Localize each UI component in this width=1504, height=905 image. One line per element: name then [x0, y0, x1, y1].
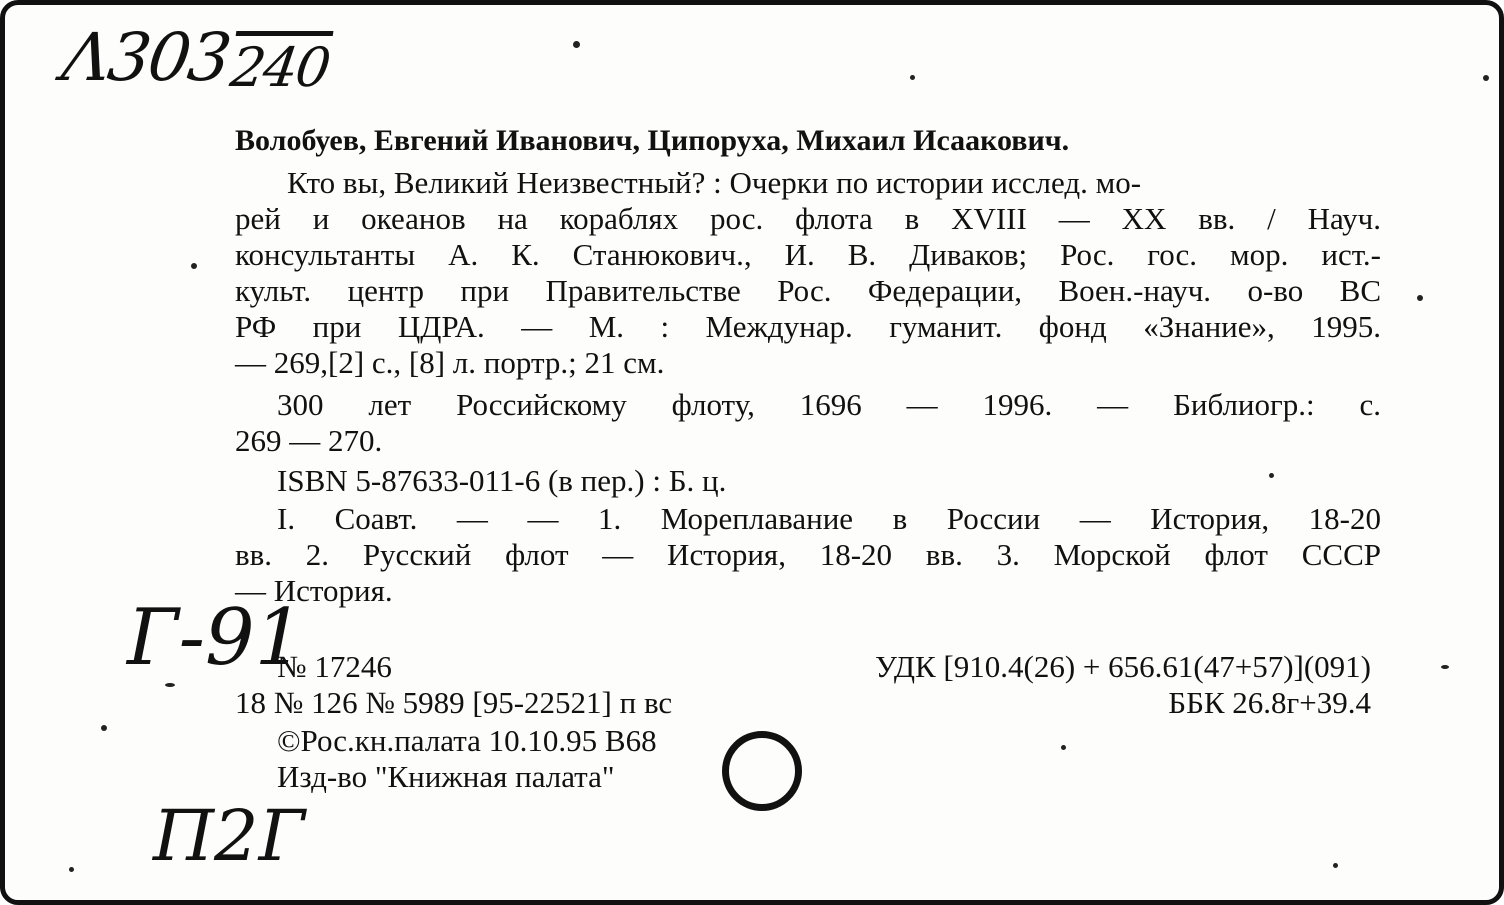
speck [101, 725, 107, 731]
speck [1269, 473, 1274, 478]
speck [910, 75, 915, 80]
title-line-2: рей и океанов на кораблях рос. флота в XVIII — XX вв. / Науч. [235, 201, 1381, 236]
registration-line: 18 № 126 № 5989 [95-22521] п вс [235, 685, 673, 720]
speck [573, 41, 580, 48]
speck [1061, 745, 1066, 750]
circle-stamp-mark [722, 731, 802, 811]
publisher-line: Изд-во "Книжная палата" [277, 759, 615, 794]
title-line-5: РФ при ЦДРА. — М. : Междунар. гуманит. фонд «Знание», 1995. [235, 309, 1381, 344]
handwritten-note-g91: Г-91 [127, 593, 305, 683]
handwritten-shelf-number: Λ303240 [57, 19, 333, 99]
subject-line-2: вв. 2. Русский флот — История, 18-20 вв. 3. Морской флот СССР [235, 537, 1381, 572]
speck [1441, 665, 1449, 669]
subject-line-1: I. Соавт. — — 1. Мореплавание в России — История, 18-20 [277, 501, 1381, 536]
speck [1333, 863, 1338, 868]
bbk-code: ББК 26.8г+39.4 [1168, 685, 1371, 720]
title-line-4: культ. центр при Правительстве Рос. Федерации, Воен.-науч. о-во ВС [235, 273, 1381, 308]
speck [1483, 75, 1489, 81]
udk-code: УДК [910.4(26) + 656.61(47+57)](091) [875, 649, 1371, 684]
speck [165, 683, 175, 687]
subject-line-3: — История. [235, 573, 393, 608]
isbn: ISBN 5-87633-011-6 (в пер.) : Б. ц. [277, 463, 727, 498]
title-line-6: — 269,[2] с., [8] л. портр.; 21 см. [235, 345, 665, 380]
card-number: № 17246 [277, 649, 392, 684]
note-line-2: 269 — 270. [235, 423, 383, 458]
copyright-line: ©Рос.кн.палата 10.10.95 В68 [277, 723, 657, 758]
speck [1417, 295, 1423, 301]
note-line-1: 300 лет Российскому флоту, 1696 — 1996. — Библиогр.: с. [277, 387, 1381, 422]
authors: Волобуев, Евгений Иванович, Ципоруха, Михаил Исаакович. [235, 124, 1070, 157]
speck [191, 263, 197, 269]
title-line-1: Кто вы, Великий Неизвестный? : Очерки по истории исслед. мо- [287, 165, 1142, 200]
title-line-3: консультанты А. К. Станюкович., И. В. Диваков; Рос. гос. мор. ист.- [235, 237, 1381, 272]
speck [69, 867, 74, 872]
handwritten-note-p2g: П2Г [153, 795, 305, 877]
